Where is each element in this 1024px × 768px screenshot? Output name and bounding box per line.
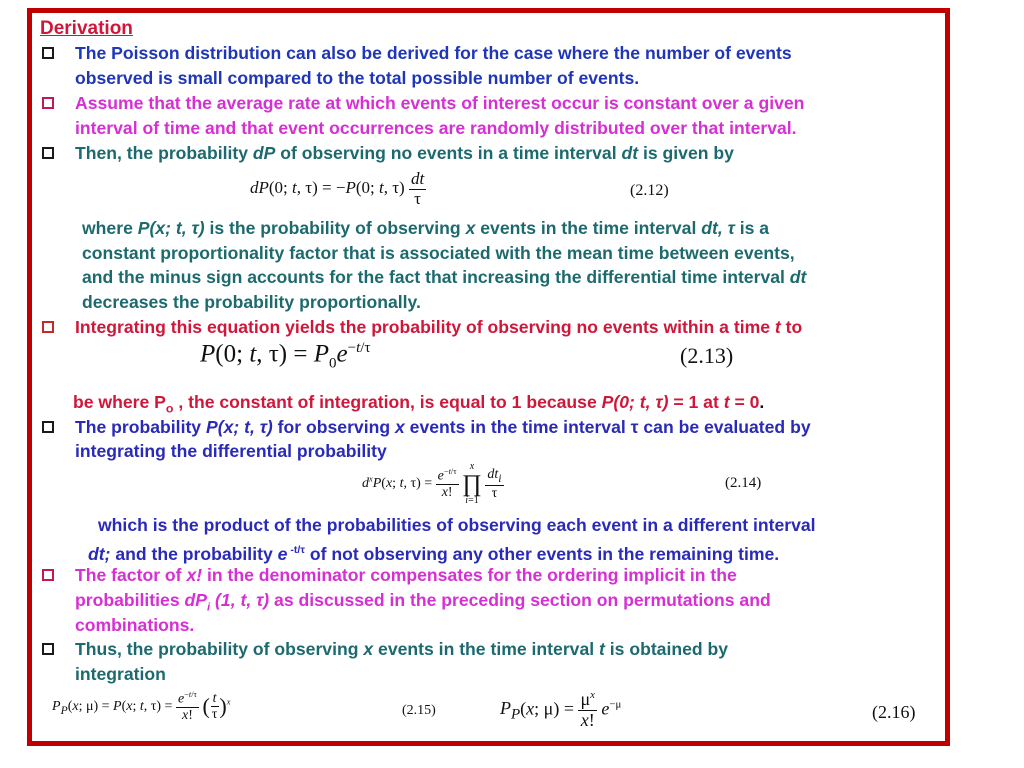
where-line-2: constant proportionality factor that is associated with the mean time between events,	[82, 243, 795, 263]
product-line-2: dt; and the probability e $^{-t/\tau}$ of not observing any other events in the remaining time.	[88, 543, 780, 564]
slide-heading: Derivation	[40, 18, 133, 39]
bullet-6-line-2: probabilities $dP_i$ (1, t, τ) as discussed in the preceding section on permutations and	[75, 590, 771, 614]
equation-number: (2.12)	[630, 182, 669, 199]
bullet-3-line: Then, the probability dP of observing no events in a time interval dt is given by	[75, 143, 734, 163]
bullet-box-icon	[42, 643, 54, 655]
bullet-box-icon	[42, 321, 54, 333]
equation-number: (2.13)	[680, 343, 734, 368]
bullet-4-line: Integrating this equation yields the probability of observing no events within a time t to	[75, 317, 803, 337]
bullet-2-line-2: interval of time and that event occurrences are randomly distributed over that interval.	[75, 118, 797, 138]
equation-number: (2.15)	[402, 703, 436, 718]
bullet-1-line-1: The Poisson distribution can also be derived for the case where the number of events	[75, 43, 792, 63]
bullet-2-line-1: Assume that the average rate at which events of interest occur is constant over a given	[75, 93, 805, 113]
bullet-5-line-1: The probability P(x; t, τ) for observing x events in the time interval τ can be evaluated by	[75, 417, 811, 437]
bullet-5-line-2: integrating the differential probability	[75, 441, 387, 461]
where-line-1: where P(x; t, τ) is the probability of observing x events in the time interval dt, τ is a	[82, 218, 770, 238]
where-line-3: and the minus sign accounts for the fact that increasing the differential time interval dt	[82, 267, 807, 287]
bullet-1-line-2: observed is small compared to the total possible number of events.	[75, 68, 640, 88]
bullet-box-icon	[42, 147, 54, 159]
equation-2-12: dP(0; t, τ) = −P(0; t, τ) $\frac{dt}{\tau}$	[250, 169, 425, 208]
bullet-box-icon	[42, 569, 54, 581]
equation-2-14: $d^xP(x$; t, τ) = $\frac{e^{-t/\tau}}{x!}$ x ∏ i=1 $\frac{dt_i}{\tau}$	[362, 461, 502, 506]
bullet-box-icon	[42, 47, 54, 59]
bullet-7-line-2: integration	[75, 664, 166, 684]
bullet-6-line-1: The factor of x! in the denominator compensates for the ordering implicit in the	[75, 565, 737, 585]
equation-number: (2.16)	[872, 702, 916, 722]
product-line-1: which is the product of the probabilities of observing each event in a different interval	[98, 515, 816, 535]
constant-line: be where $P_o$ , the constant of integration, is equal to 1 because P(0; t, τ) = 1 at t = 0.	[73, 392, 765, 416]
equation-2-16: $P_P(x$; μ) = $\frac{\mu^x}{x!}$ $e^{-\mu}$	[500, 689, 622, 730]
bullet-7-line-1: Thus, the probability of observing x events in the time interval t is obtained by	[75, 639, 729, 659]
where-line-4: decreases the probability proportionally.	[82, 292, 421, 312]
equation-2-13: P(0; t, $\tau) = P_0e^{-t/\tau}$	[200, 340, 371, 372]
equation-number: (2.14)	[725, 475, 762, 491]
bullet-box-icon	[42, 97, 54, 109]
equation-2-15: $P_P(x$; μ) = P(x; t, τ) = $\frac{e^{-t/\tau}}{x!}$ ( $\frac{t}{\tau}$ )$^x$	[52, 690, 231, 724]
bullet-6-line-3: combinations.	[75, 615, 195, 635]
bullet-box-icon	[42, 421, 54, 433]
